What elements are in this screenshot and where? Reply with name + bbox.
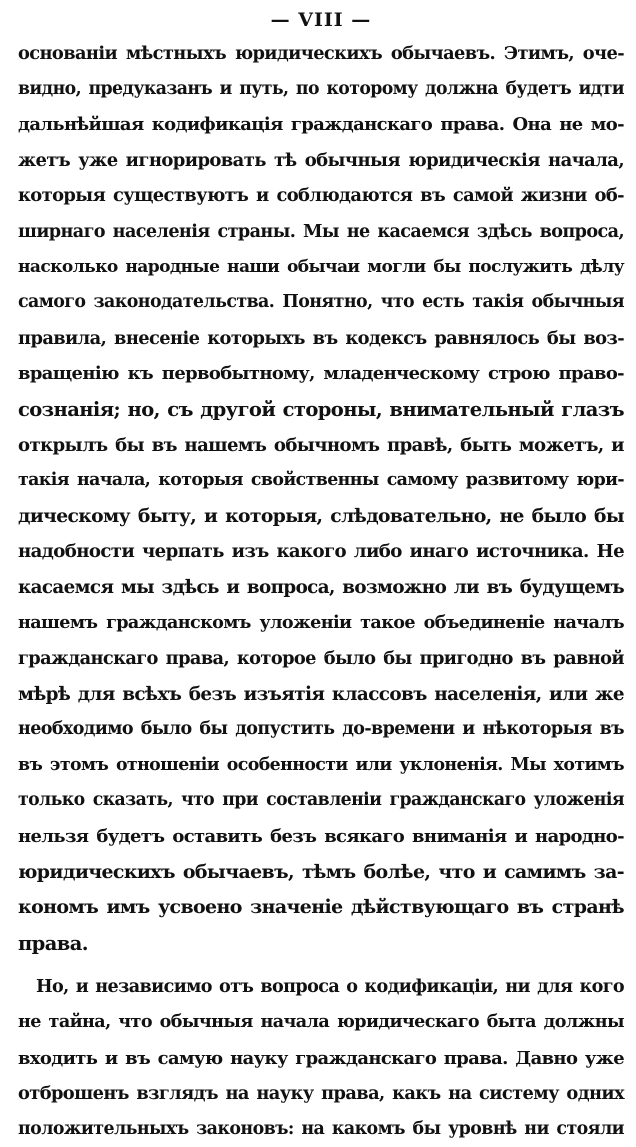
text-line: Но, и независимо отъ вопроса о кодификаціи, ни для кого <box>36 976 624 998</box>
text-line: которыя существуютъ и соблюдаются въ самой жизни об- <box>18 185 624 207</box>
text-line: отброшенъ взглядъ на науку права, какъ на систему одних <box>18 1083 624 1105</box>
text-line: необходимо было бы допустить до-времени и нѣкоторыя въ <box>18 719 624 740</box>
text-line: нашемъ гражданскомъ уложеніи такое объединеніе началъ <box>18 612 624 633</box>
text-line: въ этомъ отношеніи особенности или уклоненія. Мы хотимъ <box>18 754 624 775</box>
text-line: основаніи мѣстныхъ юридическихъ обычаевъ. Этимъ, оче- <box>18 43 624 64</box>
text-line: дическому быту, и которыя, слѣдовательно, не было бы <box>18 504 624 527</box>
text-line: открылъ бы въ нашемъ обычномъ правѣ, быть можетъ, и <box>18 434 624 456</box>
text-line: только сказать, что при составленіи гражданскаго уложенія <box>18 790 624 811</box>
text-line: правила, внесеніе которыхъ въ кодексъ равнялось бы воз- <box>18 327 624 349</box>
text-line: дальнѣйшая кодификація гражданскаго права. Она не мо- <box>18 114 624 136</box>
paragraph <box>18 969 624 1147</box>
text-line: надобности черпать изъ какого либо инаго источника. Не <box>18 541 624 563</box>
text-line: насколько народные наши обычаи могли бы послужить дѣлу <box>18 256 624 277</box>
text-line: вращенію къ первобытному, младенческому строю право- <box>18 363 624 385</box>
text-line: кономъ имъ усвоено значеніе дѣйствующаго въ странѣ <box>18 896 624 919</box>
text-line: самого законодательства. Понятно, что есть такія обычныя <box>18 292 624 313</box>
text-line: видно, предуказанъ и путь, по которому должна будетъ идти <box>18 78 624 99</box>
text-line: не тайна, что обычныя начала юридическаго быта должны <box>18 1012 624 1033</box>
text-line: нельзя будетъ оставить безъ всякаго вниманія и народно- <box>18 826 624 848</box>
text-line: такія начала, которыя свойственны самому развитому юри- <box>18 470 624 491</box>
text-line: мѣрѣ для всѣхъ безъ изъятія классовъ населенія, или же <box>18 683 624 705</box>
text-line: входить и въ самую науку гражданскаго права. Давно уже <box>18 1047 624 1069</box>
text-line: положительныхъ законовъ: на какомъ бы уровнѣ ни стояли <box>18 1118 624 1139</box>
text-line: жетъ уже игнорировать тѣ обычныя юридическія начала, <box>18 149 624 171</box>
text-line: юридическихъ обычаевъ, тѣмъ болѣе, что и самимъ за- <box>18 860 624 883</box>
text-line: сознанія; но, съ другой стороны, внимательный глазъ <box>18 397 624 421</box>
text-line: права. <box>18 931 88 955</box>
text-line: гражданскаго права, которое было бы пригодно въ равной <box>18 648 624 670</box>
text-body <box>18 36 624 1147</box>
paragraph <box>18 36 624 961</box>
page-number: — VIII — <box>270 9 372 31</box>
text-line: касаемся мы здѣсь и вопроса, возможно ли въ будущемъ <box>18 576 624 598</box>
text-line: ширнаго населенія страны. Мы не касаемся здѣсь вопроса, <box>18 220 624 242</box>
